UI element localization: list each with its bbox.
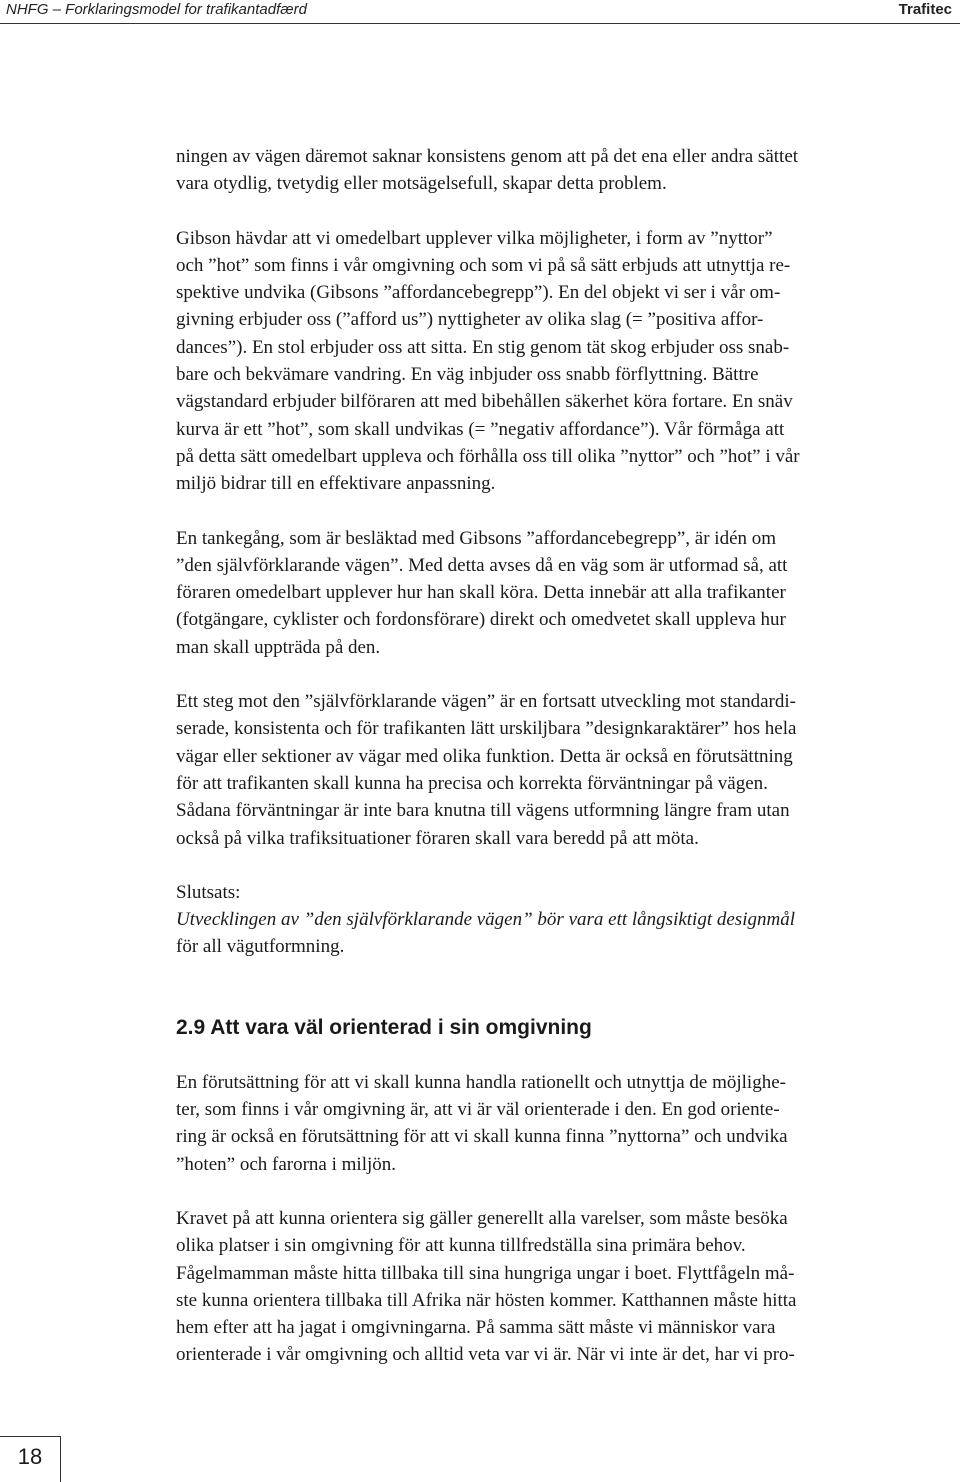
header-rule xyxy=(0,23,960,24)
conclusion-block xyxy=(176,879,930,961)
conclusion-text-tail: för all vägutformning. xyxy=(176,936,345,958)
page-body xyxy=(176,143,930,1369)
page-number: 18 xyxy=(0,1436,61,1482)
header-company: Trafitec xyxy=(898,1,952,18)
conclusion-text-italic: Utvecklingen av ”den självförklarande vägen” bör vara ett långsiktigt designmål xyxy=(176,909,795,931)
conclusion-label: Slutsats: xyxy=(176,881,241,903)
paragraph-design-characters: Ett steg mot den ”självförklarande vägen” är en fortsatt utveckling mot standardi- serade, konsistenta och för trafikanten lätt urskiljbara ”designkaraktärer” hos hela vägar eller sektioner av vägar med olika funktion. Detta är också en förutsättning för att trafikanten skall kunna ha precisa och korrekta förväntningar på vägen. Sådana förväntningar är inte bara knutna till vägens utformning längre fram utan också på vilka trafiksituationer föraren skall vara beredd på att möta. xyxy=(176,691,797,849)
paragraph-orientation: En förutsättning för att vi skall kunna handla rationellt och utnyttja de möjlighe- ter, som finns i vår omgivning är, att vi är väl orienterade i den. En god oriente- ring är också en förutsättning för att vi skall kunna finna ”nyttorna” och undvika ”hoten” och farorna i miljön. xyxy=(176,1071,788,1175)
page-header xyxy=(0,0,960,26)
paragraph-continuation: ningen av vägen däremot saknar konsistens genom att på det ena eller andra sättet vara otydlig, tvetydig eller motsägelsefull, skapar detta problem. xyxy=(176,146,799,195)
paragraph-gibson: Gibson hävdar att vi omedelbart upplever vilka möjligheter, i form av ”nyttor” och ”hot” som finns i vår omgivning och som vi på så sätt erbjuds att utnyttja re- spektive undvika (Gibsons ”affordancebegrepp”). En del objekt vi ser i vår om- givning erbjuder oss (”afford us”) nyttigheter av olika slag (= ”positiva affor- dances”). En stol erbjuder oss att sitta. En stig genom tät skog erbjuder oss snab- bare och bekvämare vandring. En väg inbjuder oss snabb förflyttning. Bättre vägstandard erbjuder bilföraren att med bibehållen säkerhet köra fortare. En snäv kurva är ett ”hot”, som skall undvikas (= ”negativ affordance”). Vår förmåga att på detta sätt omedelbart uppleva och förhålla oss till olika ”nyttor” och ”hot” i vår miljö bidrar till en effektivare anpassning. xyxy=(176,227,800,495)
paragraph-orientation-requirement: Kravet på att kunna orientera sig gäller generellt alla varelser, som måste besöka olika platser i sin omgivning för att kunna tillfredställa sina primära behov. Fågelmamman måste hitta tillbaka till sina hungriga ungar i boet. Flyttfågeln må- ste kunna orientera tillbaka till Afrika när hösten kommer. Katthannen måste hitta hem efter att ha jagat i omgivningarna. På samma sätt måste vi människor vara orienterade i vår omgivning och alltid veta var vi är. När vi inte är det, har vi pro- xyxy=(176,1207,797,1366)
header-document-title: NHFG – Forklaringsmodel for trafikantadfærd xyxy=(6,1,307,18)
section-heading: 2.9 Att vara väl orienterad i sin omgivning xyxy=(176,1015,592,1039)
paragraph-self-explaining-road: En tankegång, som är besläktad med Gibsons ”affordancebegrepp”, är idén om ”den självförklarande vägen”. Med detta avses då en väg som är utformad så, att föraren omedelbart upplever hur han skall köra. Detta innebär att alla trafikanter (fotgängare, cyklister och fordonsförare) direkt och omedvetet skall uppleva hur man skall uppträda på den. xyxy=(176,527,788,658)
